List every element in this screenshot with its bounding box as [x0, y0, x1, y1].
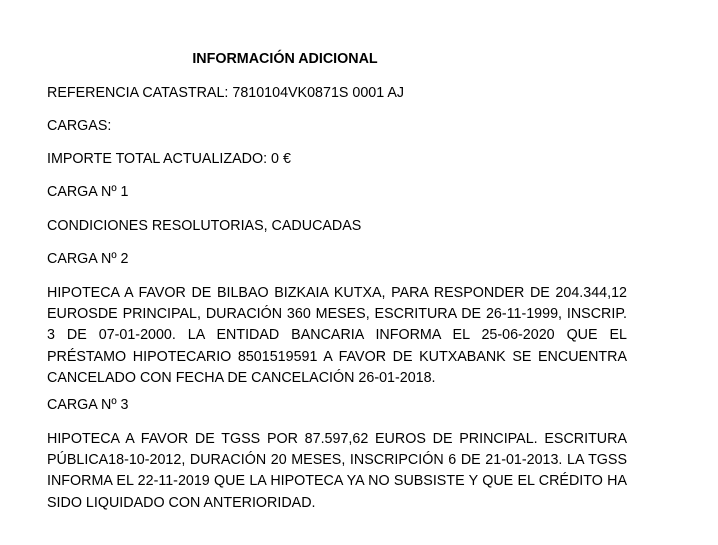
cargas-heading: CARGAS: — [47, 118, 112, 134]
document-title: INFORMACIÓN ADICIONAL — [192, 51, 378, 67]
referencia-catastral: REFERENCIA CATASTRAL: 7810104VK0871S 0001 AJ — [47, 85, 405, 101]
carga-2-text: HIPOTECA A FAVOR DE BILBAO BIZKAIA KUTXA, PARA RESPONDER DE 204.344,12 EUROSDE PRINCIPAL, DURACIÓN 360 MESES, ESCRITURA DE 26-11-1999, INSCRIP. 3 DE 07-01-2000. LA ENTIDAD BANCARIA INFORMA EL 25-06-2020 QUE EL PRÉSTAMO HIPOTECARIO 8501519591 A FAVOR DE KUTXABANK SE ENCUENTRA CANCELADO CON FECHA DE CANCELACIÓN 26-01-2018. — [47, 285, 627, 386]
carga-1-text: CONDICIONES RESOLUTORIAS, CADUCADAS — [47, 218, 362, 234]
importe-total: IMPORTE TOTAL ACTUALIZADO: 0 € — [47, 151, 291, 167]
carga-1-label: CARGA Nº 1 — [47, 184, 129, 200]
carga-2-label: CARGA Nº 2 — [47, 251, 129, 267]
carga-3-text: HIPOTECA A FAVOR DE TGSS POR 87.597,62 EUROS DE PRINCIPAL. ESCRITURA PÚBLICA18-10-2012, DURACIÓN 20 MESES, INSCRIPCIÓN 6 DE 21-01-2013. LA TGSS INFORMA EL 22-11-2019 QUE LA HIPOTECA YA NO SUBSISTE Y QUE EL CRÉDITO HA SIDO LIQUIDADO CON ANTERIORIDAD. — [47, 431, 627, 511]
carga-3-label: CARGA Nº 3 — [47, 397, 129, 413]
